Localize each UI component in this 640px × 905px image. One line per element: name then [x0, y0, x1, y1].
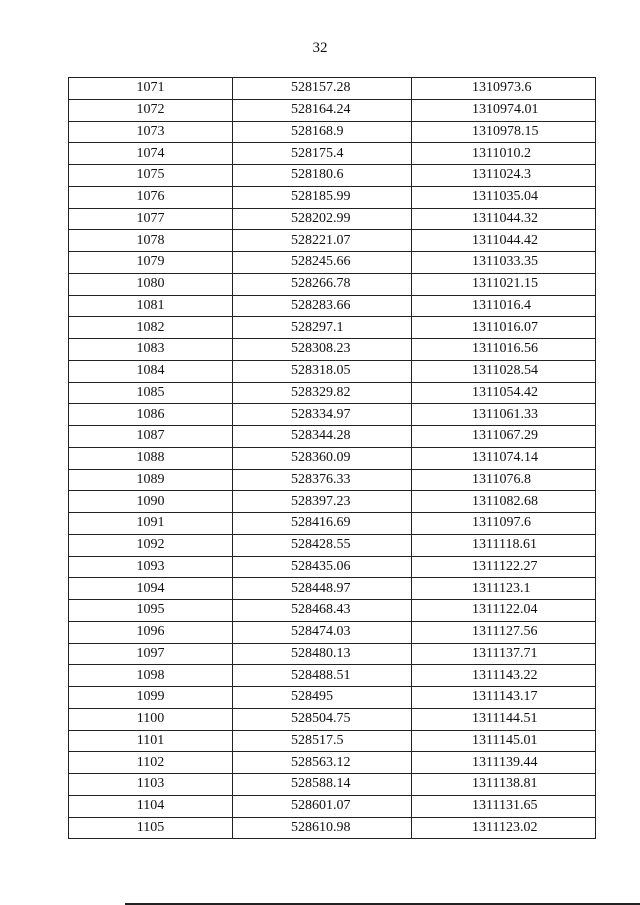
- table-row: [69, 360, 596, 382]
- table-row: [69, 600, 596, 622]
- table-row: [69, 186, 596, 208]
- table-row: [69, 556, 596, 578]
- point-number-cell: 1090: [69, 491, 233, 513]
- point-number-cell: 1093: [69, 556, 233, 578]
- x-coordinate-cell: 528504.75: [233, 708, 412, 730]
- x-coordinate-cell: 528168.9: [233, 121, 412, 143]
- table-row: [69, 208, 596, 230]
- y-coordinate-cell: 1311143.22: [412, 665, 596, 687]
- x-coordinate-cell: 528397.23: [233, 491, 412, 513]
- y-coordinate-cell: 1311122.27: [412, 556, 596, 578]
- y-coordinate-cell: 1311061.33: [412, 404, 596, 426]
- point-number-cell: 1091: [69, 513, 233, 535]
- point-number-cell: 1100: [69, 708, 233, 730]
- x-coordinate-cell: 528308.23: [233, 339, 412, 361]
- x-coordinate-cell: 528180.6: [233, 165, 412, 187]
- y-coordinate-cell: 1311082.68: [412, 491, 596, 513]
- y-coordinate-cell: 1311024.3: [412, 165, 596, 187]
- table-row: [69, 382, 596, 404]
- point-number-cell: 1071: [69, 78, 233, 100]
- point-number-cell: 1096: [69, 621, 233, 643]
- y-coordinate-cell: 1311021.15: [412, 273, 596, 295]
- x-coordinate-cell: 528416.69: [233, 513, 412, 535]
- x-coordinate-cell: 528185.99: [233, 186, 412, 208]
- y-coordinate-cell: 1311144.51: [412, 708, 596, 730]
- table-row: [69, 339, 596, 361]
- y-coordinate-cell: 1311139.44: [412, 752, 596, 774]
- table-row: [69, 708, 596, 730]
- x-coordinate-cell: 528318.05: [233, 360, 412, 382]
- y-coordinate-cell: 1311138.81: [412, 774, 596, 796]
- y-coordinate-cell: 1311143.17: [412, 687, 596, 709]
- y-coordinate-cell: 1311016.56: [412, 339, 596, 361]
- point-number-cell: 1104: [69, 795, 233, 817]
- table-row: [69, 404, 596, 426]
- x-coordinate-cell: 528474.03: [233, 621, 412, 643]
- x-coordinate-cell: 528610.98: [233, 817, 412, 839]
- x-coordinate-cell: 528480.13: [233, 643, 412, 665]
- table-row: [69, 143, 596, 165]
- table-row: [69, 534, 596, 556]
- point-number-cell: 1078: [69, 230, 233, 252]
- x-coordinate-cell: 528376.33: [233, 469, 412, 491]
- y-coordinate-cell: 1311044.32: [412, 208, 596, 230]
- table-row: [69, 578, 596, 600]
- table-row: [69, 165, 596, 187]
- table-row: [69, 447, 596, 469]
- table-row: [69, 513, 596, 535]
- y-coordinate-cell: 1311016.4: [412, 295, 596, 317]
- x-coordinate-cell: 528329.82: [233, 382, 412, 404]
- point-number-cell: 1103: [69, 774, 233, 796]
- y-coordinate-cell: 1311074.14: [412, 447, 596, 469]
- point-number-cell: 1073: [69, 121, 233, 143]
- y-coordinate-cell: 1311010.2: [412, 143, 596, 165]
- y-coordinate-cell: 1311123.02: [412, 817, 596, 839]
- table-row: [69, 774, 596, 796]
- table-row: [69, 317, 596, 339]
- y-coordinate-cell: 1311097.6: [412, 513, 596, 535]
- table-row: [69, 273, 596, 295]
- x-coordinate-cell: 528435.06: [233, 556, 412, 578]
- point-number-cell: 1072: [69, 99, 233, 121]
- y-coordinate-cell: 1311035.04: [412, 186, 596, 208]
- point-number-cell: 1080: [69, 273, 233, 295]
- table-row: [69, 752, 596, 774]
- page-number: 32: [312, 40, 328, 56]
- x-coordinate-cell: 528495: [233, 687, 412, 709]
- table-row: [69, 643, 596, 665]
- point-number-cell: 1074: [69, 143, 233, 165]
- table-row: [69, 817, 596, 839]
- point-number-cell: 1075: [69, 165, 233, 187]
- x-coordinate-cell: 528334.97: [233, 404, 412, 426]
- point-number-cell: 1086: [69, 404, 233, 426]
- y-coordinate-cell: 1311123.1: [412, 578, 596, 600]
- point-number-cell: 1102: [69, 752, 233, 774]
- point-number-cell: 1079: [69, 252, 233, 274]
- point-number-cell: 1081: [69, 295, 233, 317]
- y-coordinate-cell: 1311028.54: [412, 360, 596, 382]
- y-coordinate-cell: 1311033.35: [412, 252, 596, 274]
- y-coordinate-cell: 1311137.71: [412, 643, 596, 665]
- y-coordinate-cell: 1311131.65: [412, 795, 596, 817]
- x-coordinate-cell: 528517.5: [233, 730, 412, 752]
- point-number-cell: 1089: [69, 469, 233, 491]
- table-row: [69, 295, 596, 317]
- x-coordinate-cell: 528344.28: [233, 426, 412, 448]
- table-row: [69, 121, 596, 143]
- x-coordinate-cell: 528488.51: [233, 665, 412, 687]
- x-coordinate-cell: 528245.66: [233, 252, 412, 274]
- x-coordinate-cell: 528563.12: [233, 752, 412, 774]
- x-coordinate-cell: 528157.28: [233, 78, 412, 100]
- x-coordinate-cell: 528266.78: [233, 273, 412, 295]
- x-coordinate-cell: 528448.97: [233, 578, 412, 600]
- coordinates-table-body: [69, 78, 596, 839]
- point-number-cell: 1084: [69, 360, 233, 382]
- point-number-cell: 1092: [69, 534, 233, 556]
- point-number-cell: 1083: [69, 339, 233, 361]
- y-coordinate-cell: 1311016.07: [412, 317, 596, 339]
- table-row: [69, 730, 596, 752]
- table-row: [69, 469, 596, 491]
- point-number-cell: 1101: [69, 730, 233, 752]
- table-row: [69, 491, 596, 513]
- x-coordinate-cell: 528221.07: [233, 230, 412, 252]
- x-coordinate-cell: 528588.14: [233, 774, 412, 796]
- y-coordinate-cell: 1311127.56: [412, 621, 596, 643]
- x-coordinate-cell: 528164.24: [233, 99, 412, 121]
- table-row: [69, 99, 596, 121]
- y-coordinate-cell: 1311076.8: [412, 469, 596, 491]
- x-coordinate-cell: 528601.07: [233, 795, 412, 817]
- table-row: [69, 621, 596, 643]
- x-coordinate-cell: 528297.1: [233, 317, 412, 339]
- point-number-cell: 1105: [69, 817, 233, 839]
- x-coordinate-cell: 528360.09: [233, 447, 412, 469]
- x-coordinate-cell: 528428.55: [233, 534, 412, 556]
- x-coordinate-cell: 528175.4: [233, 143, 412, 165]
- point-number-cell: 1098: [69, 665, 233, 687]
- point-number-cell: 1099: [69, 687, 233, 709]
- x-coordinate-cell: 528283.66: [233, 295, 412, 317]
- table-row: [69, 78, 596, 100]
- point-number-cell: 1094: [69, 578, 233, 600]
- point-number-cell: 1088: [69, 447, 233, 469]
- y-coordinate-cell: 1311122.04: [412, 600, 596, 622]
- point-number-cell: 1077: [69, 208, 233, 230]
- table-row: [69, 687, 596, 709]
- point-number-cell: 1076: [69, 186, 233, 208]
- y-coordinate-cell: 1311067.29: [412, 426, 596, 448]
- table-row: [69, 426, 596, 448]
- point-number-cell: 1082: [69, 317, 233, 339]
- table-row: [69, 252, 596, 274]
- table-row: [69, 795, 596, 817]
- table-row: [69, 665, 596, 687]
- y-coordinate-cell: 1311044.42: [412, 230, 596, 252]
- point-number-cell: 1097: [69, 643, 233, 665]
- point-number-cell: 1087: [69, 426, 233, 448]
- y-coordinate-cell: 1311145.01: [412, 730, 596, 752]
- y-coordinate-cell: 1310974.01: [412, 99, 596, 121]
- coordinates-table: [68, 77, 596, 839]
- y-coordinate-cell: 1310978.15: [412, 121, 596, 143]
- x-coordinate-cell: 528202.99: [233, 208, 412, 230]
- point-number-cell: 1095: [69, 600, 233, 622]
- table-row: [69, 230, 596, 252]
- y-coordinate-cell: 1311118.61: [412, 534, 596, 556]
- y-coordinate-cell: 1310973.6: [412, 78, 596, 100]
- point-number-cell: 1085: [69, 382, 233, 404]
- x-coordinate-cell: 528468.43: [233, 600, 412, 622]
- y-coordinate-cell: 1311054.42: [412, 382, 596, 404]
